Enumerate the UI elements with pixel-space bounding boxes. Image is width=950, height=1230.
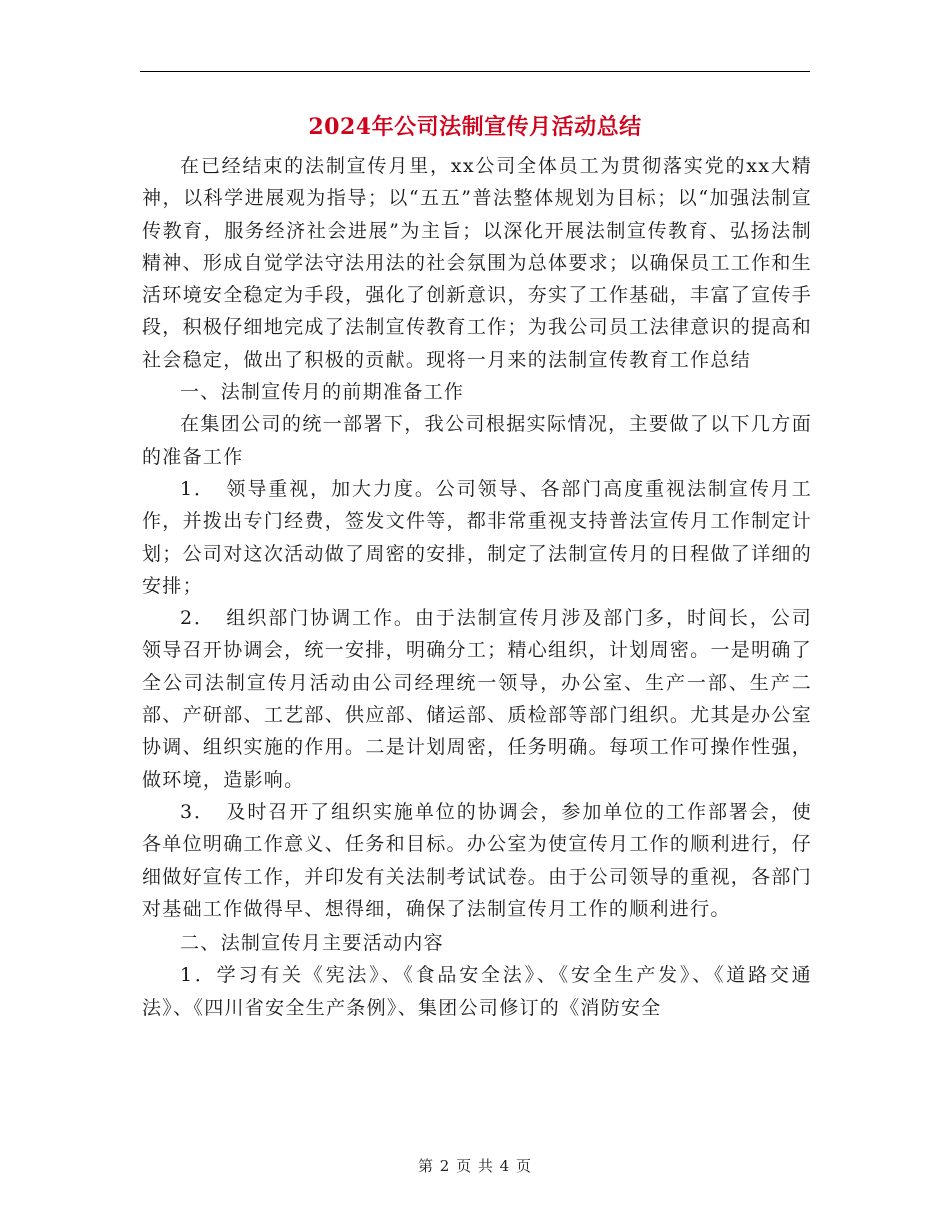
section-heading-1: 一、法制宣传月的前期准备工作: [180, 381, 465, 404]
paragraph: 在集团公司的统一部署下，我公司根据实际情况，主要做了以下几方面的准备工作: [142, 413, 812, 468]
document-body: [142, 150, 812, 1024]
list-item-3: 3． 及时召开了组织实施单位的协调会，参加单位的工作部署会，使各单位明确工作意义、任务和目标。办公室为使宣传月工作的顺利进行，仔细做好宣传工作，并印发有关法制考试试卷。由于公司领导的重视，各部门对基础工作做得早、想得细，确保了法制宣传月工作的顺利进行。: [142, 800, 812, 920]
header-rule: [140, 71, 810, 72]
list-item-4: 1．学习有关《宪法》、《食品安全法》、《安全生产发》、《道路交通法》、《四川省安全生产条例》、集团公司修订的《消防安全: [142, 964, 812, 1019]
section-heading-2: 二、法制宣传月主要活动内容: [180, 932, 444, 955]
document-title: 2024年公司法制宣传月活动总结: [308, 114, 642, 140]
list-item-2: 2． 组织部门协调工作。由于法制宣传月涉及部门多，时间长，公司领导召开协调会，统一安排，明确分工；精心组织，计划周密。一是明确了全公司法制宣传月活动由公司经理统一领导，办公室、生产一部、生产二部、产研部、工艺部、供应部、储运部、质检部等部门组织。尤其是办公室协调、组织实施的作用。二是计划周密，任务明确。每项工作可操作性强，做环境，造影响。: [142, 607, 812, 791]
list-item-1: 1． 领导重视，加大力度。公司领导、各部门高度重视法制宣传月工作，并拨出专门经费，签发文件等，都非常重视支持普法宣传月工作制定计划；公司对这次活动做了周密的安排，制定了法制宣传月的日程做了详细的安排；: [142, 477, 812, 597]
page-number: 第 2 页 共 4 页: [418, 1157, 532, 1175]
intro-paragraph: 在已经结束的法制宣传月里，xx公司全体员工为贯彻落实党的xx大精神，以科学进展观为指导；以“五五”普法整体规划为目标；以“加强法制宣传教育，服务经济社会进展”为主旨；以深化开展法制宣传教育、弘扬法制精神、形成自觉学法守法用法的社会氛围为总体要求；以确保员工工作和生活环境安全稳定为手段，强化了创新意识，夯实了工作基础，丰富了宣传手段，积极仔细地完成了法制宣传教育工作；为我公司员工法律意识的提高和社会稳定，做出了积极的贡献。现将一月来的法制宣传教育工作总结: [142, 155, 812, 371]
